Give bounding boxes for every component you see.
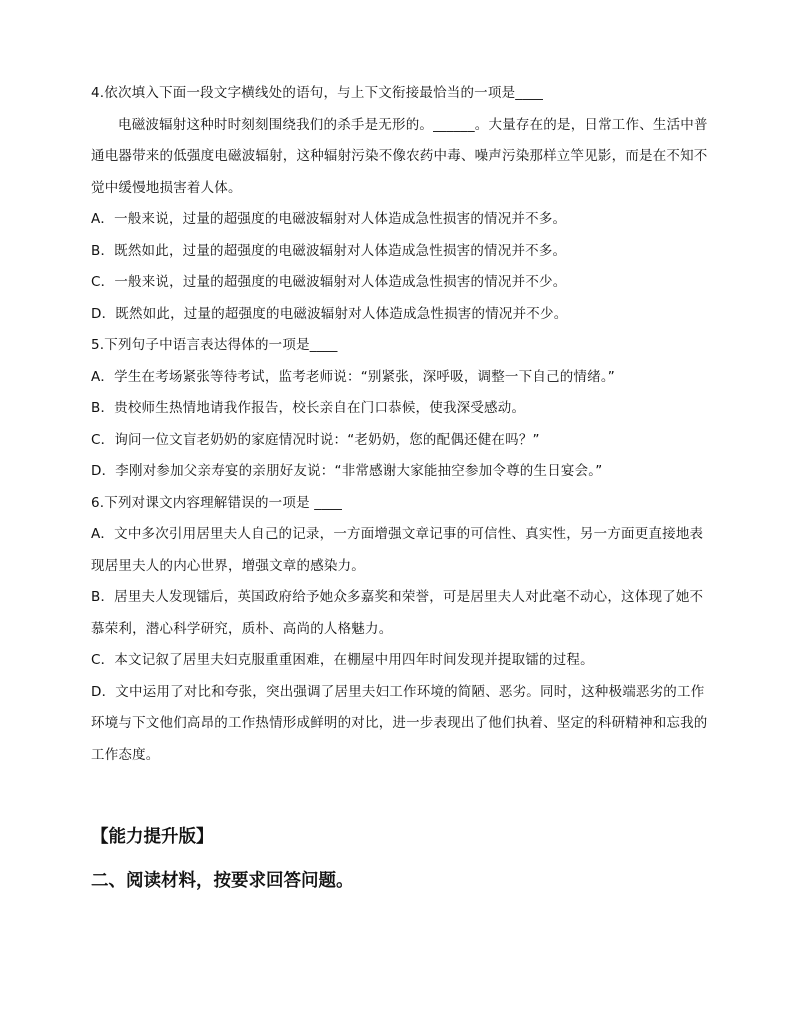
question-4-option-d: D．既然如此，过量的超强度的电磁波辐射对人体造成急性损害的情况并不少。 <box>91 305 568 322</box>
question-5-option-c: C．询问一位文盲老奶奶的家庭情况时说：“老奶奶，您的配偶还健在吗？” <box>91 431 540 448</box>
question-5-option-d: D．李刚对参加父亲寿宴的亲朋好友说：“非常感谢大家能抽空参加令尊的生日宴会。” <box>91 463 603 479</box>
question-6-option-d-line-3: 工作态度。 <box>91 746 160 763</box>
question-4-option-a: A．一般来说，过量的超强度的电磁波辐射对人体造成急性损害的情况并不多。 <box>91 211 567 227</box>
section-title: 【能力提升版】 <box>91 827 214 847</box>
question-6-stem: 6.下列对课文内容理解错误的一项是 ____ <box>91 494 343 511</box>
question-6-option-d-line-1: D．文中运用了对比和夸张，突出强调了居里夫妇工作环境的简陋、恶劣。同时，这种极端恶劣的工作 <box>91 683 705 700</box>
question-4-passage-line-2: 通电器带来的低强度电磁波辐射，这种辐射污染不像农药中毒、噪声污染那样立竿见影，而是在不知不 <box>91 148 708 164</box>
question-6-option-d-line-2: 环境与下文他们高昂的工作热情形成鲜明的对比，进一步表现出了他们执着、坚定的科研精神和忘我的 <box>91 715 708 731</box>
question-6-option-c: C．本文记叙了居里夫妇克服重重困难，在棚屋中用四年时间发现并提取镭的过程。 <box>91 652 594 668</box>
question-4-option-c: C．一般来说，过量的超强度的电磁波辐射对人体造成急性损害的情况并不少。 <box>91 274 567 290</box>
question-6-option-b-line-2: 慕荣利，潜心科学研究，质朴、高尚的人格魅力。 <box>91 620 393 637</box>
document-page <box>91 78 711 903</box>
question-5-option-a: A．学生在考场紧张等待考试，监考老师说：“别紧张，深呼吸，调整一下自己的情绪。” <box>91 368 615 385</box>
question-6-option-a-line-1: A．文中多次引用居里夫人自己的记录，一方面增强文章记事的可信性、真实性，另一方面更直接地表 <box>91 526 704 542</box>
question-5-stem: 5.下列句子中语言表达得体的一项是____ <box>91 337 338 353</box>
question-4-stem: 4.依次填入下面一段文字横线处的语句，与上下文衔接最恰当的一项是____ <box>91 85 544 101</box>
question-5-option-b: B．贵校师生热情地请我作报告，校长亲自在门口恭候，使我深受感动。 <box>91 400 526 416</box>
section-spacer <box>91 771 711 815</box>
section-subtitle: 二、阅读材料，按要求回答问题。 <box>91 871 354 891</box>
question-6-option-b-line-1: B．居里夫人发现镭后，英国政府给予她众多嘉奖和荣誉，可是居里夫人对此毫不动心，这体现了她不 <box>91 589 704 605</box>
question-4-passage-line-1: 电磁波辐射这种时时刻刻围绕我们的杀手是无形的。______。大量存在的是，日常工作、生活中普 <box>118 116 708 133</box>
question-6-option-a-line-2: 现居里夫人的内心世界，增强文章的感染力。 <box>91 557 365 574</box>
question-4-option-b: B．既然如此，过量的超强度的电磁波辐射对人体造成急性损害的情况并不多。 <box>91 242 567 259</box>
question-4-passage-line-3: 觉中缓慢地损害着人体。 <box>91 179 242 196</box>
